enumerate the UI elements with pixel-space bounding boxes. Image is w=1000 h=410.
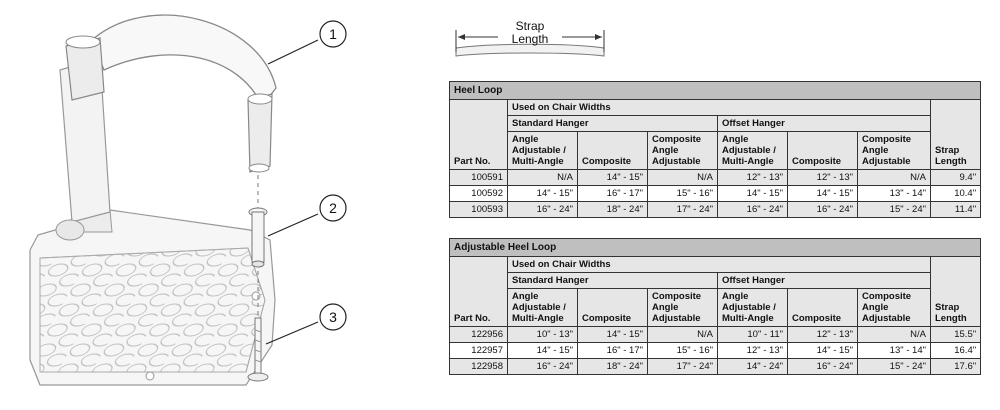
used-on-header: Used on Chair Widths: [508, 100, 931, 116]
standard-hanger-header: Standard Hanger: [508, 273, 718, 289]
callout-1: 1: [329, 26, 337, 42]
offset-hanger-header: Offset Hanger: [718, 273, 931, 289]
standard-hanger-header: Standard Hanger: [508, 116, 718, 132]
table-row: 122957 14" - 15" 16" - 17" 15" - 16" 12" - 13" 14" - 15" 13" - 14" 16.4": [450, 343, 981, 359]
composite-angle-header: Composite Angle Adjustable: [858, 289, 931, 327]
table-title: Heel Loop: [450, 82, 981, 100]
table-row: 100592 14" - 15" 16" - 17" 15" - 16" 14" - 15" 14" - 15" 13" - 14" 10.4": [450, 186, 981, 202]
callout-markers: [320, 21, 346, 330]
strap-label-line1: Strap: [515, 19, 545, 33]
composite-header: Composite: [788, 132, 858, 170]
callout-2: 2: [329, 200, 337, 216]
pivot-pin: [249, 208, 267, 267]
table-title: Adjustable Heel Loop: [450, 239, 981, 257]
composite-header: Composite: [578, 289, 648, 327]
angle-adjustable-header: Angle Adjustable / Multi-Angle: [508, 132, 578, 170]
angle-adjustable-header: Angle Adjustable / Multi-Angle: [508, 289, 578, 327]
offset-hanger-header: Offset Hanger: [718, 116, 931, 132]
strap-label-line2: Length: [511, 32, 549, 46]
part-no-header: Part No.: [450, 100, 508, 170]
composite-header: Composite: [578, 132, 648, 170]
part-no-header: Part No.: [450, 257, 508, 327]
strap-length-header: Strap Length: [931, 257, 981, 327]
adjustable-heel-loop-table: [449, 238, 981, 375]
composite-angle-header: Composite Angle Adjustable: [858, 132, 931, 170]
table-row: 100591 N/A 14" - 15" N/A 12" - 13" 12" - 13" N/A 9.4": [450, 170, 981, 186]
angle-adjustable-header: Angle Adjustable / Multi-Angle: [718, 132, 788, 170]
heel-loop-exploded-illustration: [0, 0, 440, 410]
table-row: 122956 10" - 13" 14" - 15" N/A 10" - 11" 12" - 13" N/A 15.5": [450, 327, 981, 343]
table-row: 100593 16" - 24" 18" - 24" 17" - 24" 16" - 24" 16" - 24" 15" - 24" 11.4": [450, 202, 981, 218]
composite-angle-header: Composite Angle Adjustable: [648, 132, 718, 170]
used-on-header: Used on Chair Widths: [508, 257, 931, 273]
callout-3: 3: [329, 309, 337, 325]
composite-angle-header: Composite Angle Adjustable: [648, 289, 718, 327]
composite-header: Composite: [788, 289, 858, 327]
strap-length-header: Strap Length: [931, 100, 981, 170]
angle-adjustable-header: Angle Adjustable / Multi-Angle: [718, 289, 788, 327]
heel-loop-table: [449, 81, 981, 218]
table-row: 122958 16" - 24" 18" - 24" 17" - 24" 14" - 24" 16" - 24" 15" - 24" 17.6": [450, 359, 981, 375]
